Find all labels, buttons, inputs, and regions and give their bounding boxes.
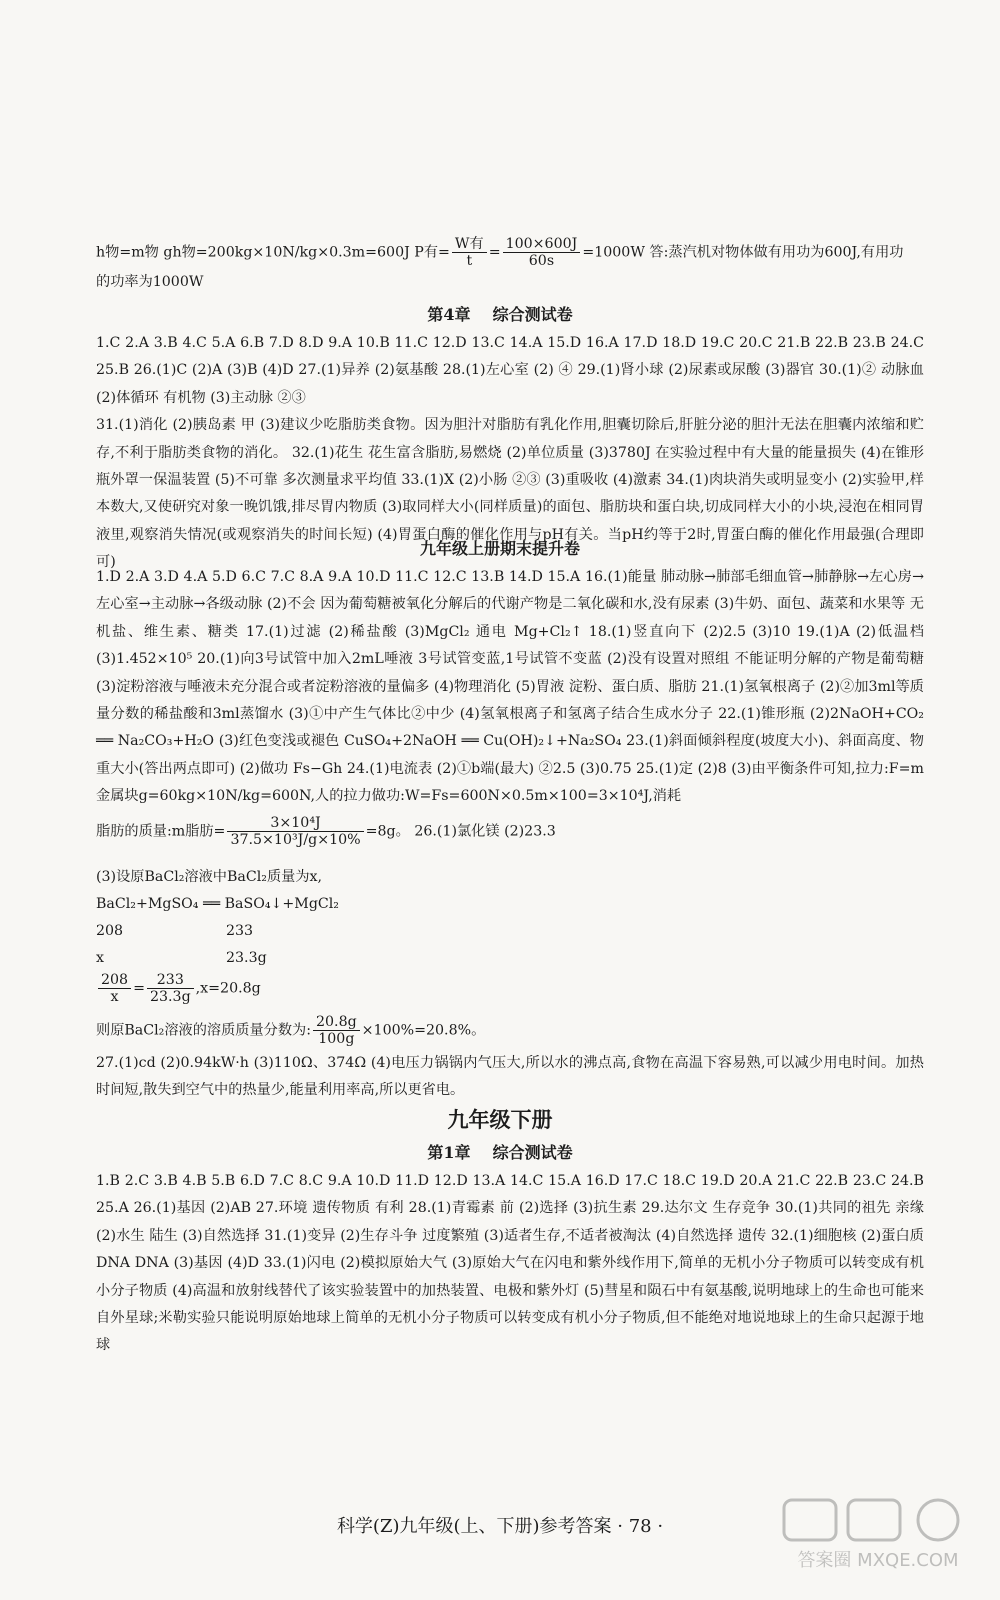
- calc-208: 208: [96, 923, 124, 939]
- lower-ch1-answers: [96, 1168, 924, 1360]
- midterm-para: 1.D 2.A 3.D 4.A 5.D 6.C 7.C 8.A 9.A 10.D 11.C 12.C 13.B 14.D 15.A 16.(1)能量 肺动脉→肺部毛细血管→肺静脉→左心房→左心室→主动脉→各级动脉 (2)不会 因为葡萄糖被氧化分解后的代谢产物是二氧化碳和水,没有尿素 (3)牛奶、面包、蔬菜和水果等 无机盐、维生素、糖类 17.(1)过滤 (2)稀盐酸 (3)MgCl₂ 通电 Mg+Cl₂↑ 18.(1)竖直向下 (2)2.5 (3)10 19.(1)A (2)低温档 (3)1.452×10⁵ 20.(1)向3号试管中加入2mL唾液 3号试管变蓝,1号试管不变蓝 (2)没有设置对照组 不能证明分解的产物是葡萄糖 (3)淀粉溶液与唾液未充分混合或者淀粉溶液的量偏多 (4)物理消化 (5)胃液 淀粉、蛋白质、脂肪 21.(1)氢氧根离子 (2)②加3ml等质量分数的稀盐酸和3ml蒸馏水 (3)①中产生气体比②中少 (4)氢氧根离子和氢离子结合生成水分子 22.(1)锥形瓶 (2)2NaOH+CO₂ ══ Na₂CO₃+H₂O (3)红色变浅或褪色 CuSO₄+2NaOH ══ Cu(OH)₂↓+Na₂SO₄ 23.(1)斜面倾斜程度(坡度大小)、斜面高度、物重大小(答出两点即可) (2)做功 Fs−Gh 24.(1)电流表 (2)①b端(最大) ②2.5 (3)0.75 25.(1)定 (2)8 (3)由平衡条件可知,拉力:F=m金属块g=60kg×10N/kg=600N,人的拉力做功:W=Fs=600N×0.5m×100=3×10⁴J,消耗: [96, 569, 924, 805]
- chapter4-heading: 第4章 综合测试卷: [427, 305, 573, 324]
- calc-equation: BaCl₂+MgSO₄ ══ BaSO₄↓+MgCl₂: [96, 896, 339, 912]
- watermark-text: 答案圈 MXQE.COM: [797, 1550, 959, 1571]
- watermark-logo: [778, 1496, 978, 1574]
- calc-233: 233: [226, 923, 254, 939]
- percent-line: 则原BaCl₂溶液的溶质质量分数为: $\frac{20.8g}{100g}$ ×100%=20.8%。: [96, 1014, 486, 1047]
- q27-answer: 27.(1)cd (2)0.94kW·h (3)110Ω、374Ω (4)电压力锅锅内气压大,所以水的沸点高,食物在高温下容易熟,可以减少用电时间。加热时间短,散失到空气中的热量少,能量利用率高,所以更省电。: [96, 1055, 924, 1099]
- lower-ch1-heading: 第1章 综合测试卷: [427, 1143, 573, 1162]
- fat-fraction: $\frac{\text{3×10⁴J}}{\text{37.5×10³J/g×10\%}}$: [227, 815, 363, 848]
- continuation-text: 的功率为1000W: [96, 274, 204, 290]
- chapter4-para-1: 1.C 2.A 3.B 4.C 5.A 6.B 7.D 8.D 9.A 10.B 11.C 12.D 13.C 14.A 15.D 16.A 17.D 18.D 19.C 20.C 21.B 22.B 23.B 24.C 25.B 26.(1)C (2)A (3)B (4)D 27.(1)异养 (2)氨基酸 28.(1)左心室 (2) ④ 29.(1)肾小球 (2)尿素或尿酸 (3)器官 30.(1)② 动脉血 (2)体循环 有机物 (3)主动脉 ②③: [96, 335, 924, 406]
- midterm-heading: 九年级上册期末提升卷: [419, 539, 580, 558]
- calc-line-1: (3)设原BaCl₂溶液中BaCl₂质量为x,: [96, 869, 323, 885]
- fraction-work-over-time: $\frac{100\times 600J}{60s}$: [503, 236, 581, 269]
- fat-mass-line: 脂肪的质量:m脂肪= $\frac{\text{3×10⁴J}}{\text{37.5×10³J/g×10\%}}$ =8g。 26.(1)氯化镁 (2)23.3: [96, 814, 556, 848]
- chapter4-para-2: 31.(1)消化 (2)胰岛素 甲 (3)建议少吃脂肪类食物。因为胆汁对脂肪有乳化作用,胆囊切除后,肝脏分泌的胆汁无法在胆囊内浓缩和贮存,不利于脂肪类食物的消化。 32.(1)花生 花生富含脂肪,易燃烧 (2)单位质量 (3)3780J 在实验过程中有大量的能量损失 (4)在锥形瓶外罩一保温装置 (5)不可靠 多次测量求平均值 33.(1)X (2)小肠 ②③ (3)重吸收 (4)激素 34.(1)肉块消失或明显变小 (2)实验甲,样本数大,又使研究对象一晚饥饿,排尽胃内物质 (3)取同样大小(同样质量)的面包、脂肪块和蛋白块,切成同样大小的小块,浸泡在相同胃液里,观察消失情况(或观察消失的时间长短) (4)胃蛋白酶的催化作用与pH有关。当pH约等于2时,胃蛋白酶的催化作用最强(合理即可): [96, 417, 924, 571]
- power-calc-line: h物=m物 gh物=200kg×10N/kg×0.3m=600J P有= $\frac{\text{W有}}{t}$ = $\frac{100\times 600J}{60s}$ =1000W 答:蒸汽机对物体做有用功为600J,有用功: [96, 236, 904, 269]
- calc-23-3g: 23.3g: [226, 950, 267, 966]
- fraction-w-over-t: $\frac{\text{W有}}{t}$: [452, 236, 487, 269]
- calc-ratio: $\frac{208}{x}$ = $\frac{233}{23.3g}$ ,x=20.8g: [96, 972, 261, 1005]
- calc-x: x: [96, 950, 105, 966]
- page-footer: 科学(Z)九年级(上、下册)参考答案 · 78 ·: [336, 1516, 664, 1537]
- lower-ch1-para: 1.B 2.C 3.B 4.B 5.B 6.D 7.C 8.C 9.A 10.D 11.D 12.D 13.A 14.C 15.A 16.D 17.C 18.C 19.D 20.A 21.C 22.B 23.C 24.B 25.A 26.(1)基因 (2)AB 27.环境 遗传物质 有利 28.(1)青霉素 前 (2)选择 (3)抗生素 29.达尔文 生存竞争 30.(1)共同的祖先 亲缘 (2)水生 陆生 (3)自然选择 31.(1)变异 (2)生存斗争 过度繁殖 (3)适者生存,不适者被淘汰 (4)自然选择 遗传 32.(1)细胞核 (2)蛋白质 DNA DNA (3)基因 (4)D 33.(1)闪电 (2)模拟原始大气 (3)原始大气在闪电和紫外线作用下,简单的无机小分子物质可以转变成有机小分子物质 (4)高温和放射线替代了该实验装置中的加热装置、电极和紫外灯 (5)彗星和陨石中有氨基酸,说明地球上的生命也可能来自外星球;米勒实验只能说明原始地球上简单的无机小分子物质可以转变成有机小分子物质,但不能绝对地说地球上的生命只起源于地球: [96, 1173, 924, 1354]
- midterm-answers: [96, 564, 924, 848]
- lower-volume-heading: 九年级下册: [447, 1107, 553, 1132]
- continuation-block: [96, 236, 924, 296]
